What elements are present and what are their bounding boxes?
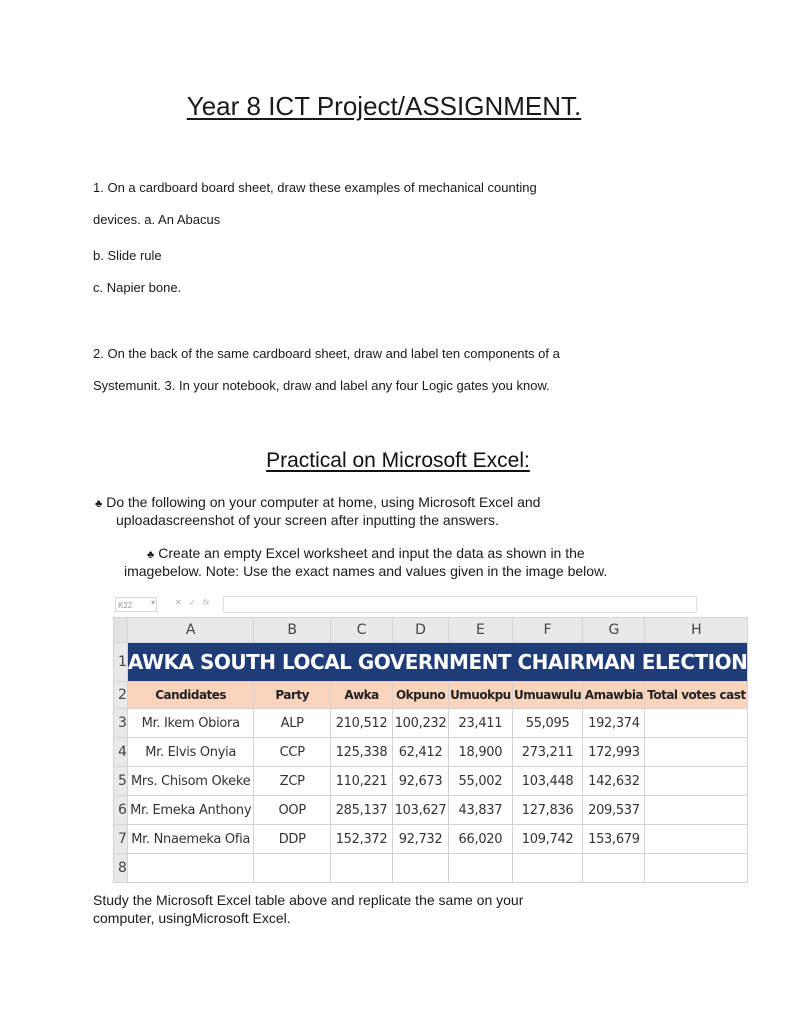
practical-heading: Practical on Microsoft Excel:	[266, 449, 530, 472]
empty-cell	[512, 854, 583, 883]
votes-cell: 100,232	[393, 709, 449, 738]
study-line-2: computer, usingMicrosoft Excel.	[93, 910, 291, 926]
empty-cell	[127, 854, 253, 883]
votes-cell: 103,448	[512, 767, 583, 796]
candidate-cell: Mr. Elvis Onyia	[127, 738, 253, 767]
column-header: H	[645, 618, 748, 643]
column-header-row	[114, 618, 748, 643]
name-box: K22	[115, 597, 157, 612]
function-icon: fx	[203, 598, 210, 607]
column-header: C	[330, 618, 392, 643]
question-1-option-c: c. Napier bone.	[93, 280, 182, 295]
study-line-1: Study the Microsoft Excel table above and replicate the same on your	[93, 892, 524, 908]
practical-heading-wrap	[0, 449, 796, 473]
votes-cell: 125,338	[330, 738, 392, 767]
question-1-line-1: 1. On a cardboard board sheet, draw these examples of mechanical counting	[93, 180, 537, 195]
bullet-1-line-2: uploadascreenshot of your screen after inputting the answers.	[116, 512, 499, 528]
votes-cell: 192,374	[583, 709, 645, 738]
question-1-line-2: devices. a. An Abacus	[93, 212, 221, 227]
total-cell	[645, 825, 748, 854]
enter-icon: ✓	[189, 598, 196, 607]
header-cell: Candidates	[127, 682, 253, 709]
select-all-corner	[114, 618, 128, 643]
votes-cell: 62,412	[393, 738, 449, 767]
row-number: 1	[114, 643, 128, 682]
empty-cell	[645, 854, 748, 883]
club-bullet-icon: ♣	[147, 549, 155, 561]
bullet-2	[147, 545, 585, 564]
header-cell: Amawbia	[583, 682, 645, 709]
empty-cell	[393, 854, 449, 883]
header-cell: Party	[254, 682, 331, 709]
party-cell: OOP	[254, 796, 331, 825]
row-number: 3	[114, 709, 128, 738]
row-number: 8	[114, 854, 128, 883]
bullet-2-line-2: imagebelow. Note: Use the exact names and values given in the image below.	[124, 563, 608, 579]
table-row	[114, 738, 748, 767]
candidate-cell: Mrs. Chisom Okeke	[127, 767, 253, 796]
page-title-wrap	[0, 91, 768, 122]
votes-cell: 153,679	[583, 825, 645, 854]
question-2-line-1: 2. On the back of the same cardboard sheet, draw and label ten components of a	[93, 346, 560, 361]
candidate-cell: Mr. Nnaemeka Ofia	[127, 825, 253, 854]
club-bullet-icon: ♣	[95, 498, 103, 510]
page-title: Year 8 ICT Project/ASSIGNMENT.	[186, 91, 582, 121]
name-box-dropdown-icon: ▾	[151, 598, 156, 607]
total-cell	[645, 767, 748, 796]
empty-cell	[583, 854, 645, 883]
table-row	[114, 709, 748, 738]
table-row	[114, 796, 748, 825]
total-cell	[645, 709, 748, 738]
votes-cell: 152,372	[330, 825, 392, 854]
party-cell: DDP	[254, 825, 331, 854]
votes-cell: 172,993	[583, 738, 645, 767]
row-number: 6	[114, 796, 128, 825]
formula-bar	[113, 593, 698, 618]
row-number: 5	[114, 767, 128, 796]
formula-input	[223, 596, 697, 613]
spreadsheet-grid	[113, 617, 748, 883]
votes-cell: 18,900	[448, 738, 512, 767]
votes-cell: 109,742	[512, 825, 583, 854]
bullet-1	[95, 494, 540, 513]
empty-cell	[254, 854, 331, 883]
banner-row	[114, 643, 748, 682]
column-header: D	[393, 618, 449, 643]
column-header: E	[448, 618, 512, 643]
votes-cell: 103,627	[393, 796, 449, 825]
votes-cell: 55,002	[448, 767, 512, 796]
question-1-option-b: b. Slide rule	[93, 248, 162, 263]
table-header-row	[114, 682, 748, 709]
votes-cell: 273,211	[512, 738, 583, 767]
votes-cell: 110,221	[330, 767, 392, 796]
column-header: A	[127, 618, 253, 643]
empty-row	[114, 854, 748, 883]
table-row	[114, 767, 748, 796]
bullet-2-line-1: Create an empty Excel worksheet and input the data as shown in the	[158, 545, 585, 561]
empty-cell	[448, 854, 512, 883]
votes-cell: 209,537	[583, 796, 645, 825]
header-cell: Umuokpu	[448, 682, 512, 709]
table-row	[114, 825, 748, 854]
votes-cell: 285,137	[330, 796, 392, 825]
votes-cell: 55,095	[512, 709, 583, 738]
excel-screenshot	[113, 593, 748, 889]
candidate-cell: Mr. Emeka Anthony	[127, 796, 253, 825]
votes-cell: 43,837	[448, 796, 512, 825]
votes-cell: 92,673	[393, 767, 449, 796]
party-cell: CCP	[254, 738, 331, 767]
candidate-cell: Mr. Ikem Obiora	[127, 709, 253, 738]
header-cell: Total votes cast	[645, 682, 748, 709]
votes-cell: 66,020	[448, 825, 512, 854]
header-cell: Okpuno	[393, 682, 449, 709]
row-number: 7	[114, 825, 128, 854]
party-cell: ALP	[254, 709, 331, 738]
bullet-1-line-1: Do the following on your computer at home, using Microsoft Excel and	[106, 494, 541, 510]
row-number: 2	[114, 682, 128, 709]
votes-cell: 142,632	[583, 767, 645, 796]
column-header: B	[254, 618, 331, 643]
party-cell: ZCP	[254, 767, 331, 796]
votes-cell: 210,512	[330, 709, 392, 738]
column-header: F	[512, 618, 583, 643]
total-cell	[645, 796, 748, 825]
cancel-icon: ✕	[175, 598, 182, 607]
question-2-line-2: Systemunit. 3. In your notebook, draw and label any four Logic gates you know.	[93, 378, 550, 393]
total-cell	[645, 738, 748, 767]
row-number: 4	[114, 738, 128, 767]
header-cell: Awka	[330, 682, 392, 709]
header-cell: Umuawulu	[512, 682, 583, 709]
election-banner: AWKA SOUTH LOCAL GOVERNMENT CHAIRMAN ELECTION	[127, 643, 747, 682]
empty-cell	[330, 854, 392, 883]
votes-cell: 92,732	[393, 825, 449, 854]
votes-cell: 127,836	[512, 796, 583, 825]
votes-cell: 23,411	[448, 709, 512, 738]
column-header: G	[583, 618, 645, 643]
